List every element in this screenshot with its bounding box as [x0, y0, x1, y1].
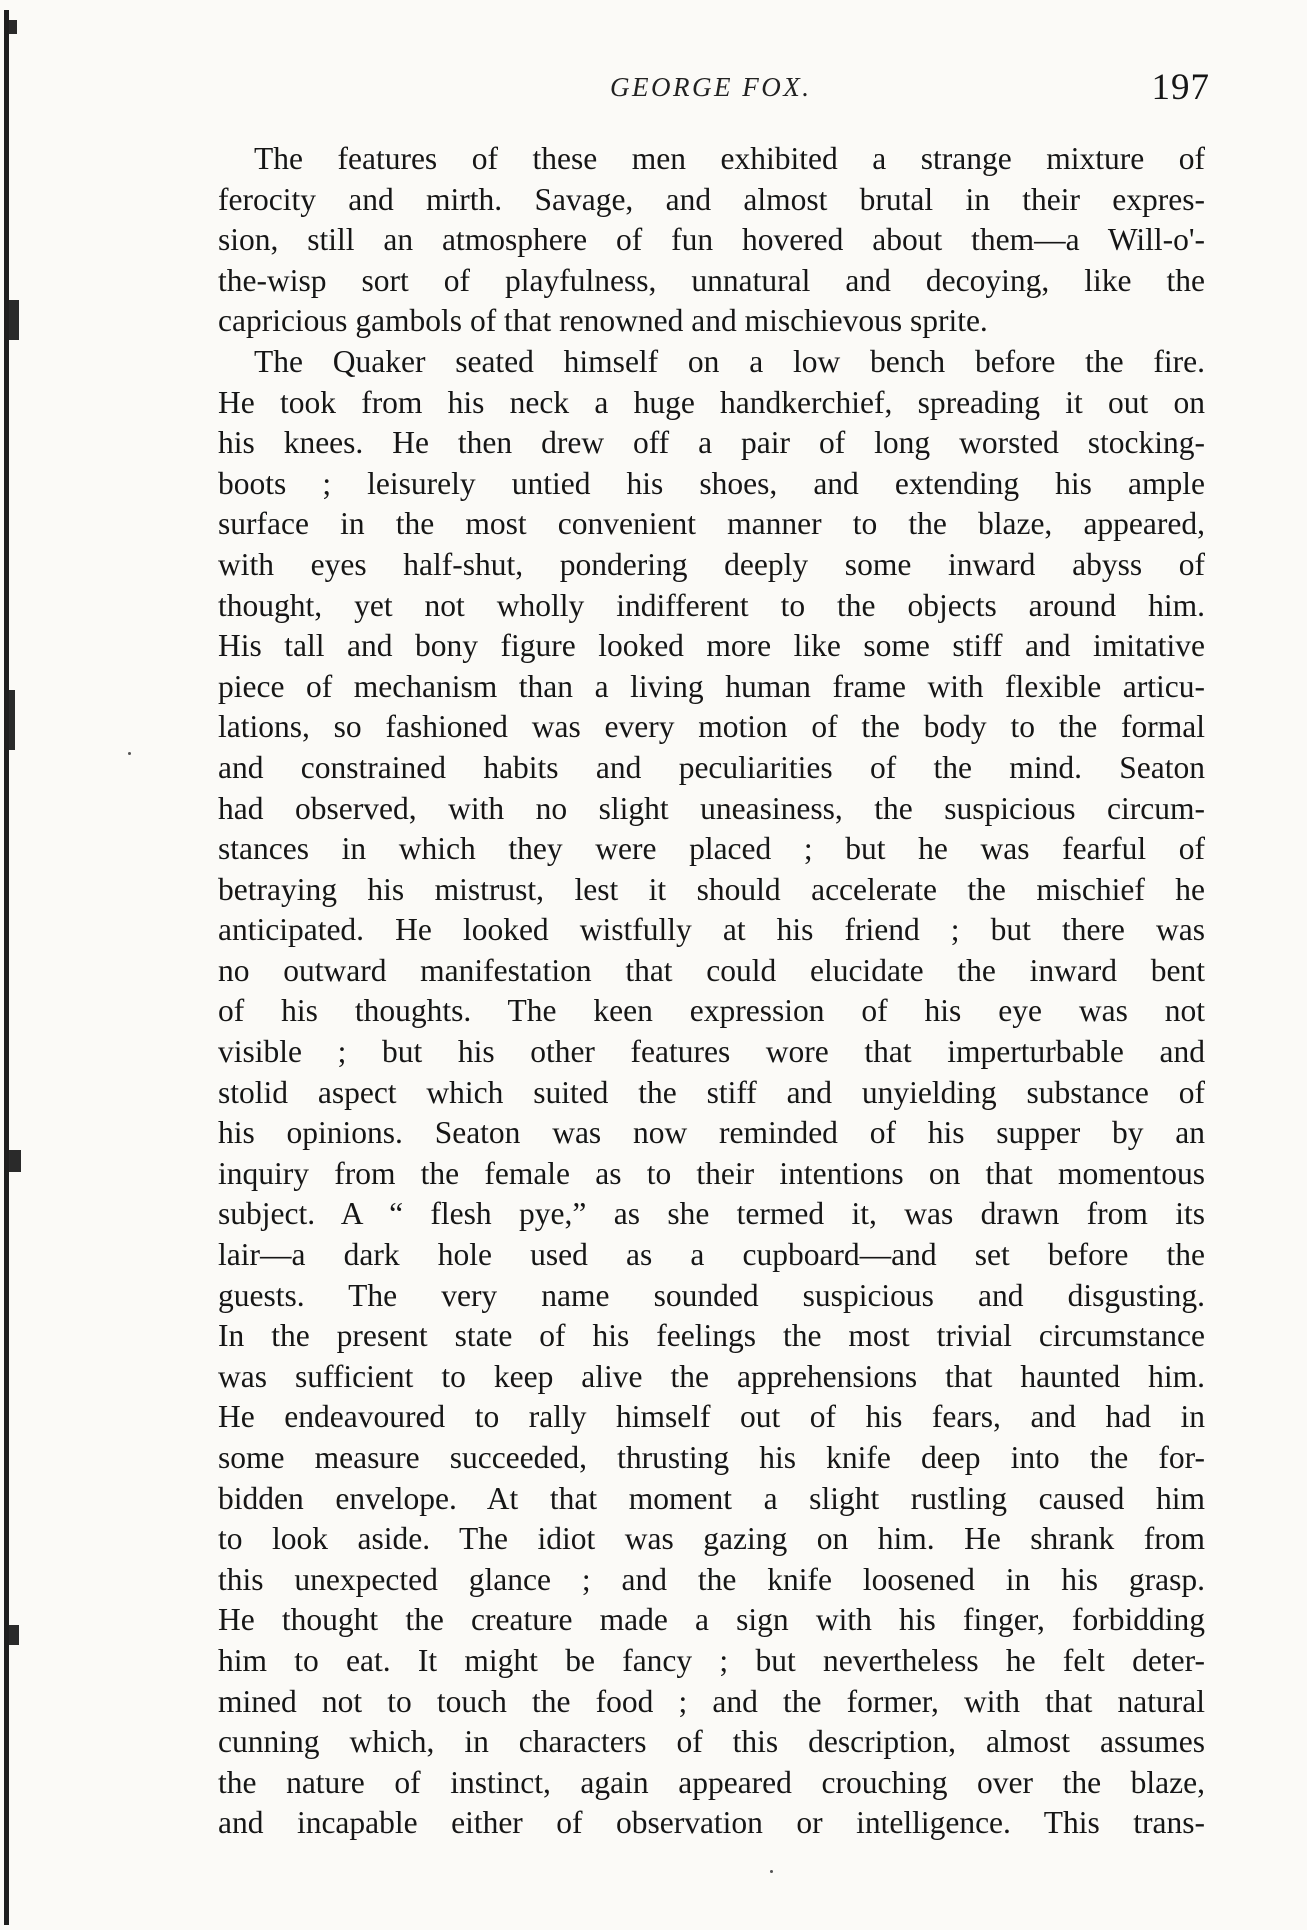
text-line: The features of these men exhibited a strange mixture of — [254, 141, 1205, 176]
text-line: ferocity and mirth. Savage, and almost brutal in their expres- — [218, 181, 1205, 217]
text-line: In the present state of his feelings the most trivial circumstance — [218, 1318, 1205, 1354]
text-line: no outward manifestation that could elucidate the inward bent — [218, 952, 1205, 988]
book-spine-edge — [0, 0, 30, 1930]
text-line: capricious gambols of that renowned and mischievous sprite. — [218, 303, 988, 339]
text-line: surface in the most convenient manner to the blaze, appeared, — [218, 506, 1205, 542]
text-line: had observed, with no slight uneasiness, the suspicious circum- — [218, 790, 1205, 826]
text-line: His tall and bony figure looked more like some stiff and imitative — [218, 628, 1205, 664]
text-line: The Quaker seated himself on a low bench before the fire. — [254, 343, 1205, 379]
text-line: thought, yet not wholly indifferent to the objects around him. — [218, 587, 1205, 623]
text-line: boots ; leisurely untied his shoes, and extending his ample — [218, 465, 1205, 501]
stray-mark — [770, 1870, 773, 1873]
text-line: was sufficient to keep alive the apprehensions that haunted him. — [218, 1358, 1205, 1394]
text-line: the-wisp sort of playfulness, unnatural and decoying, like the — [218, 262, 1205, 298]
text-line: stances in which they were placed ; but he was fearful of — [218, 831, 1205, 867]
text-line: piece of mechanism than a living human frame with flexible articu- — [218, 668, 1205, 704]
page-header — [210, 66, 1210, 116]
text-line: guests. The very name sounded suspicious and disgusting. — [218, 1277, 1205, 1313]
text-line: cunning which, in characters of this description, almost assumes — [218, 1724, 1205, 1760]
text-line: lair—a dark hole used as a cupboard—and set before the — [218, 1237, 1205, 1273]
spine-speck — [9, 300, 19, 340]
text-line: visible ; but his other features wore that imperturbable and — [218, 1034, 1205, 1070]
text-line: some measure succeeded, thrusting his knife deep into the for- — [218, 1440, 1205, 1475]
spine-speck — [9, 690, 15, 750]
spine-speck — [9, 1150, 21, 1172]
body-text — [218, 139, 1205, 1844]
text-line: of his thoughts. The keen expression of his eye was not — [218, 993, 1205, 1029]
text-line: and constrained habits and peculiarities of the mind. Seaton — [218, 749, 1205, 785]
text-line: subject. A “ flesh pye,” as she termed it, was drawn from its — [218, 1196, 1205, 1232]
text-line: betraying his mistrust, lest it should accelerate the mischief he — [218, 871, 1205, 907]
text-line: this unexpected glance ; and the knife loosened in his grasp. — [218, 1561, 1205, 1597]
spine-speck — [9, 1625, 19, 1645]
text-line: his knees. He then drew off a pair of long worsted stocking- — [218, 425, 1205, 461]
spine-speck — [9, 20, 17, 34]
text-line: He took from his neck a huge handkerchief, spreading it out on — [218, 384, 1205, 420]
page-number: 197 — [1151, 67, 1210, 108]
text-line: anticipated. He looked wistfully at his friend ; but there was — [218, 912, 1205, 948]
text-line: mined not to touch the food ; and the former, with that natural — [218, 1683, 1205, 1719]
text-line: lations, so fashioned was every motion of the body to the formal — [218, 709, 1205, 745]
text-line: sion, still an atmosphere of fun hovered about them—a Will-o'- — [218, 222, 1205, 258]
text-line: with eyes half-shut, pondering deeply some inward abyss of — [218, 546, 1205, 582]
text-line: him to eat. It might be fancy ; but nevertheless he felt deter- — [218, 1642, 1205, 1678]
text-line: He endeavoured to rally himself out of his fears, and had in — [218, 1399, 1205, 1435]
text-line: bidden envelope. At that moment a slight rustling caused him — [218, 1480, 1205, 1516]
text-line: inquiry from the female as to their intentions on that momentous — [218, 1155, 1205, 1191]
text-line: his opinions. Seaton was now reminded of his supper by an — [218, 1115, 1205, 1151]
text-line: to look aside. The idiot was gazing on him. He shrank from — [218, 1521, 1205, 1557]
running-head: GEORGE FOX. — [610, 72, 812, 102]
text-line: stolid aspect which suited the stiff and unyielding substance of — [218, 1074, 1205, 1110]
text-line: and incapable either of observation or intelligence. This trans- — [218, 1805, 1205, 1841]
stray-mark — [128, 752, 131, 755]
text-line: He thought the creature made a sign with his finger, forbidding — [218, 1602, 1205, 1638]
text-line: the nature of instinct, again appeared crouching over the blaze, — [218, 1764, 1205, 1800]
